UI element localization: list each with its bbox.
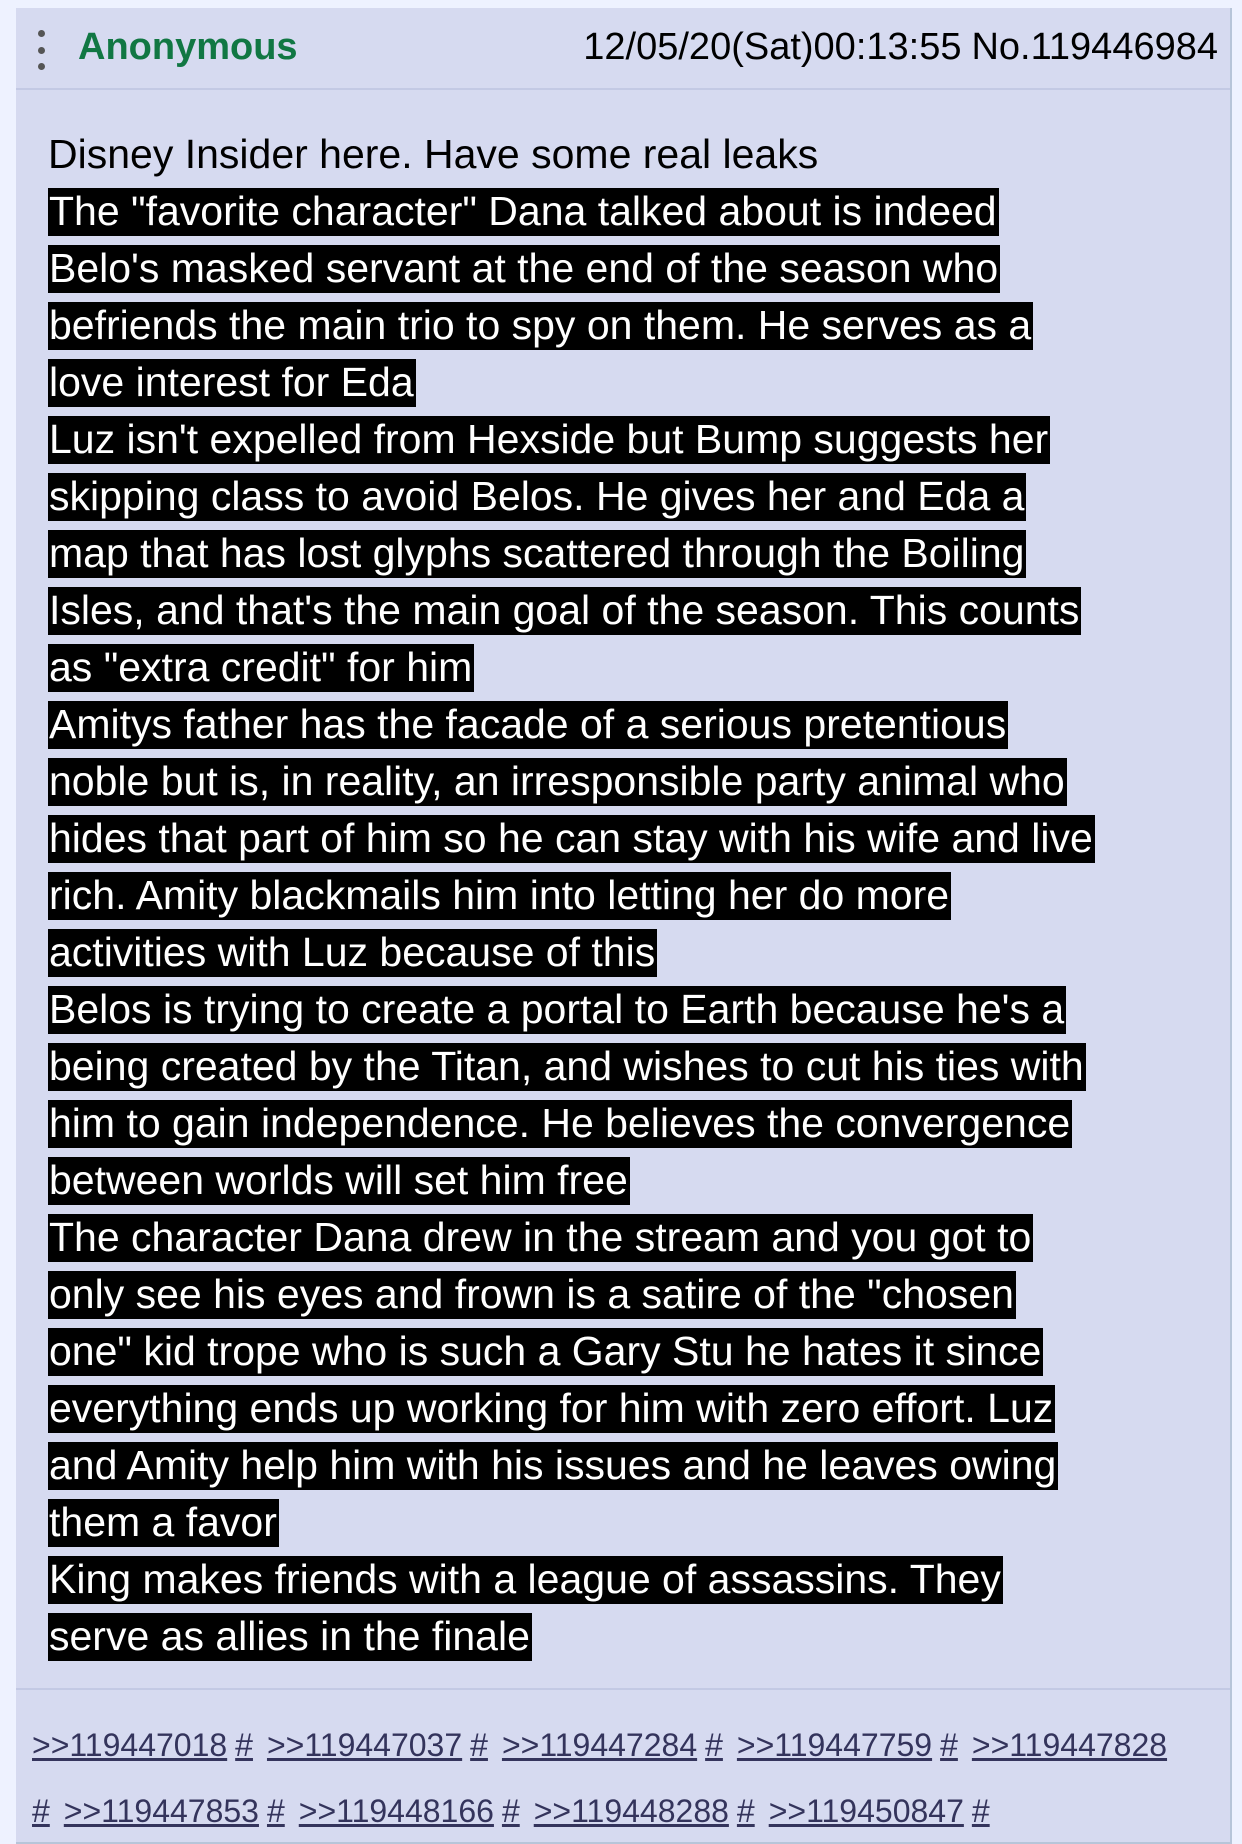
spoiler-line [48,354,1228,411]
backlink[interactable] [769,1793,990,1829]
spoiler-line [48,696,1228,753]
backlink-hash[interactable]: # [32,1793,50,1829]
backlinks-row [32,1778,1232,1844]
spoiler-line [48,810,1228,867]
spoiler-line [48,582,1228,639]
poster-name: Anonymous [78,26,298,68]
spoiler-line [48,1551,1228,1608]
backlink-hash[interactable]: # [235,1727,253,1763]
spoiler-text[interactable]: between worlds will set him free [49,1157,628,1203]
spoiler-text[interactable]: map that has lost glyphs scattered through the Boiling [49,530,1025,576]
spoiler-line [48,1152,1228,1209]
spoiler-line [48,297,1228,354]
spoiler-text[interactable]: skipping class to avoid Belos. He gives her and Eda a [49,473,1025,519]
spoiler-line [48,1038,1228,1095]
spoiler-text[interactable]: them a favor [49,1499,277,1545]
post-meta [583,26,1218,69]
post-body [48,126,1228,1665]
backlink-hash[interactable]: # [705,1727,723,1763]
backlinks-row [32,1712,1232,1778]
spoiler-text[interactable]: everything ends up working for him with zero effort. Luz [49,1385,1054,1431]
spoiler-line [48,981,1228,1038]
post-header [16,8,1230,90]
spoiler-line [48,1437,1228,1494]
spoiler-line [48,1380,1228,1437]
spoiler-line [48,1608,1228,1665]
spoiler-line [48,411,1228,468]
post-datetime: 12/05/20(Sat)00:13:55 [583,26,962,68]
backlink-number[interactable]: >>119447828 [971,1727,1168,1763]
spoiler-block [48,183,1228,1665]
backlink-number[interactable]: >>119447853 [63,1793,259,1829]
backlink[interactable] [737,1727,958,1763]
spoiler-line [48,924,1228,981]
backlink-hash[interactable]: # [736,1793,755,1829]
spoiler-text[interactable]: rich. Amity blackmails him into letting her do more [49,872,950,918]
vertical-ellipsis-icon[interactable] [36,30,46,70]
backlink-number[interactable]: >>119447037 [266,1727,463,1763]
spoiler-text[interactable]: King makes friends with a league of assassins. They [49,1556,1001,1602]
backlink-number[interactable]: >>119447284 [501,1727,698,1763]
post-number-link[interactable]: No.119446984 [971,26,1218,68]
backlink-hash[interactable]: # [971,1793,990,1829]
backlink-hash[interactable]: # [501,1793,520,1829]
backlink[interactable] [502,1727,723,1763]
backlink[interactable] [534,1793,755,1829]
backlink-number[interactable]: >>119448166 [298,1793,494,1829]
spoiler-line [48,753,1228,810]
backlink[interactable] [299,1793,520,1829]
spoiler-line [48,1095,1228,1152]
spoiler-line [48,183,1228,240]
backlink-number[interactable]: >>119447759 [736,1727,933,1763]
backlink[interactable] [64,1793,285,1829]
backlink-hash[interactable]: # [940,1727,958,1763]
spoiler-line [48,468,1228,525]
spoiler-text[interactable]: hides that part of him so he can stay with his wife and live [49,815,1093,861]
spoiler-line [48,1266,1228,1323]
spoiler-line [48,1494,1228,1551]
spoiler-text[interactable]: and Amity help him with his issues and he leaves owing [49,1442,1057,1488]
post-container [16,8,1232,1844]
spoiler-text[interactable]: serve as allies in the finale [49,1613,530,1659]
spoiler-text[interactable]: being created by the Titan, and wishes to cut his ties with [49,1043,1084,1089]
backlinks-area [32,1712,1232,1844]
spoiler-text[interactable]: Belo's masked servant at the end of the season who [49,245,999,291]
spoiler-text[interactable]: The "favorite character" Dana talked about is indeed [49,188,997,234]
spoiler-text[interactable]: love interest for Eda [49,359,414,405]
spoiler-text[interactable]: The character Dana drew in the stream and you got to [49,1214,1032,1260]
spoiler-text[interactable]: as "extra credit" for him [49,644,473,690]
backlink[interactable] [267,1727,488,1763]
backlink-number[interactable]: >>119450847 [768,1793,964,1829]
spoiler-line [48,1209,1228,1266]
spoiler-text[interactable]: Belos is trying to create a portal to Earth because he's a [49,986,1065,1032]
spoiler-text[interactable]: befriends the main trio to spy on them. He serves as a [49,302,1032,348]
post-intro-text: Disney Insider here. Have some real leaks [48,131,819,177]
backlink-hash[interactable]: # [266,1793,285,1829]
spoiler-text[interactable]: activities with Luz because of this [49,929,656,975]
spoiler-line [48,867,1228,924]
spoiler-text[interactable]: only see his eyes and frown is a satire of the "chosen [49,1271,1014,1317]
spoiler-text[interactable]: Amitys father has the facade of a serious pretentious [49,701,1007,747]
backlink[interactable] [972,1727,1167,1763]
backlink-number[interactable]: >>119448288 [533,1793,729,1829]
backlink[interactable] [32,1727,253,1763]
spoiler-text[interactable]: Isles, and that's the main goal of the season. This counts [49,587,1080,633]
spoiler-text[interactable]: one" kid trope who is such a Gary Stu he hates it since [49,1328,1042,1374]
backlinks-divider [16,1688,1230,1690]
spoiler-line [48,240,1228,297]
backlink-hash[interactable]: # [470,1727,488,1763]
spoiler-text[interactable]: him to gain independence. He believes the convergence [49,1100,1071,1146]
spoiler-line [48,1323,1228,1380]
spoiler-text[interactable]: Luz isn't expelled from Hexside but Bump suggests her [49,416,1049,462]
spoiler-line [48,525,1228,582]
spoiler-line [48,639,1228,696]
backlink-number[interactable]: >>119447018 [32,1727,228,1763]
spoiler-text[interactable]: noble but is, in reality, an irresponsible party animal who [49,758,1065,804]
